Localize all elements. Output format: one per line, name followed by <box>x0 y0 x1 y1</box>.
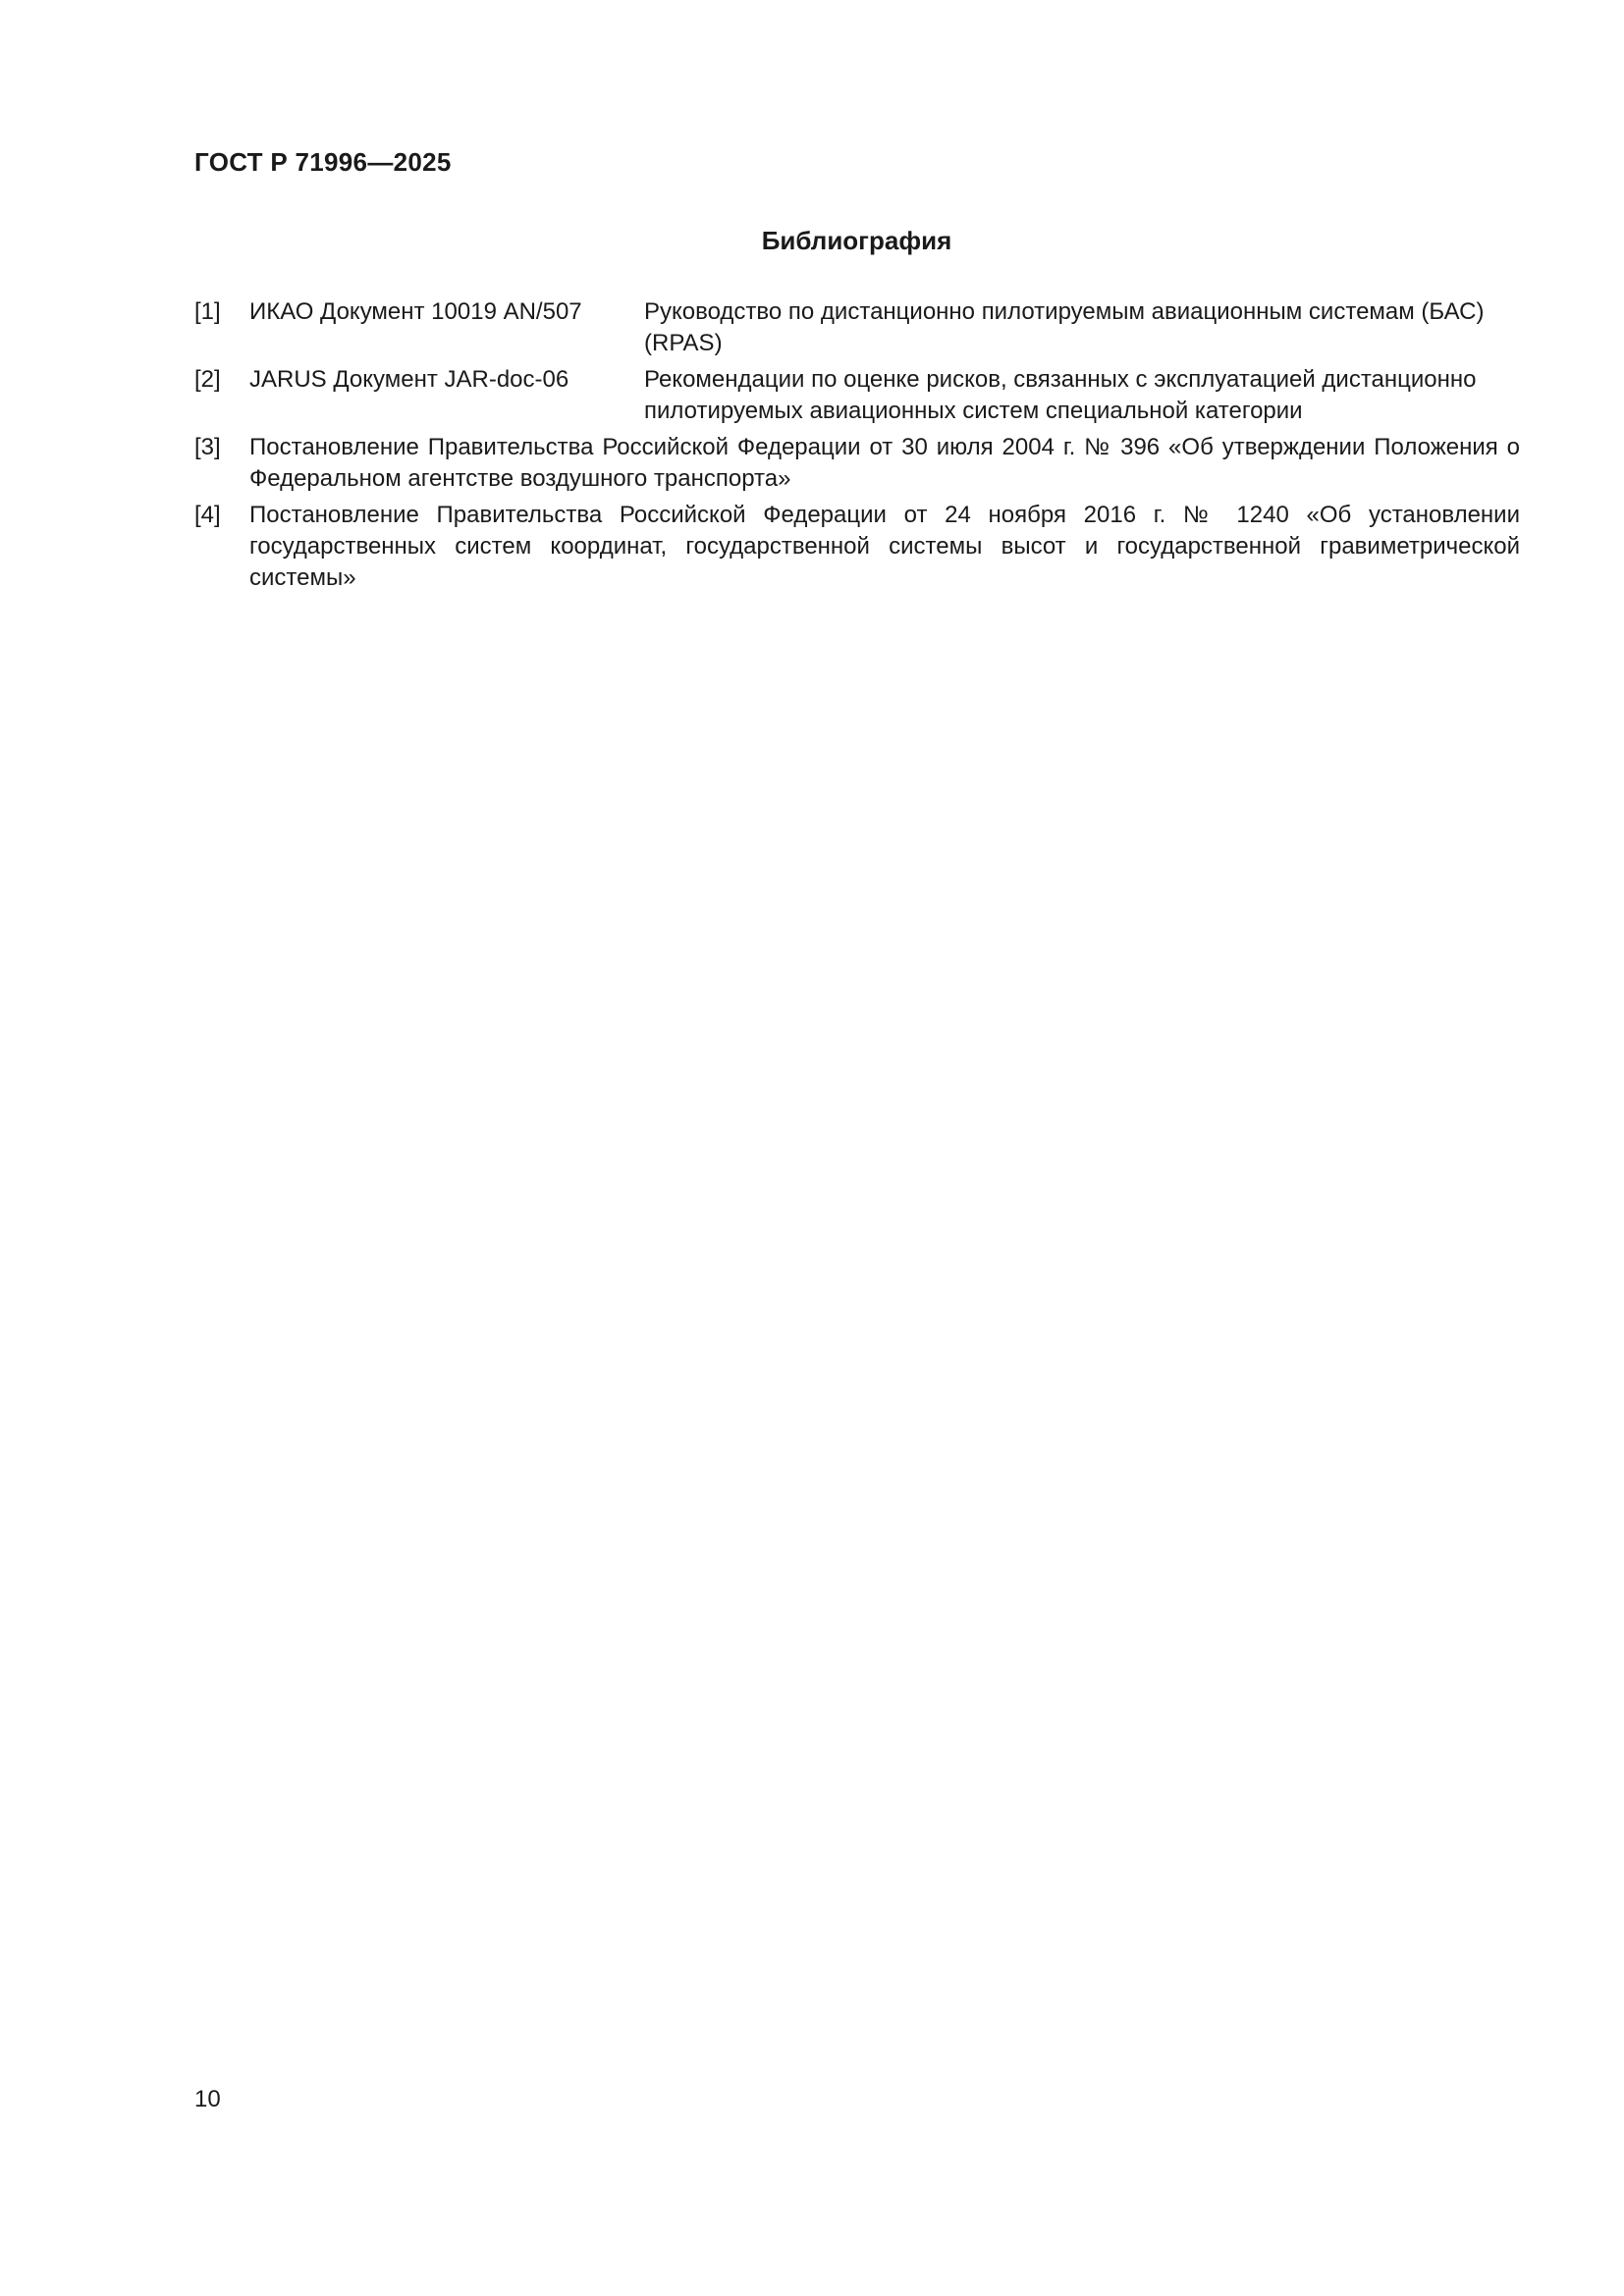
entry-description: Рекомендации по оценке рисков, связанных с эксплуатацией дистанционно пилотируемых авиационных систем специальной категории <box>644 366 1477 424</box>
entry-number: [3] <box>194 434 221 460</box>
bibliography-title: Библиография <box>761 226 952 255</box>
entry-number: [1] <box>194 298 221 325</box>
entry-source: ИКАО Документ 10019 AN/507 <box>249 298 582 325</box>
entry-description: Руководство по дистанционно пилотируемым авиационным системам (БАС) (RPAS) <box>644 298 1485 356</box>
bibliography-list <box>194 296 1520 599</box>
bibliography-entry <box>194 500 1520 594</box>
page-number: 10 <box>194 2086 221 2112</box>
entry-number: [2] <box>194 366 221 393</box>
bibliography-entry <box>194 432 1520 495</box>
entry-text: Постановление Правительства Российской Федерации от 30 июля 2004 г. № 396 «Об утверждении Положения о Федеральном агентстве воздушного транспорта» <box>249 434 1520 492</box>
entry-text: Постановление Правительства Российской Федерации от 24 ноября 2016 г. № 1240 «Об установлении государственных систем координат, государственной системы высот и государственной гравиметрической системы» <box>249 502 1520 591</box>
document-code: ГОСТ Р 71996—2025 <box>194 147 452 177</box>
bibliography-entry <box>194 296 1520 359</box>
entry-source: JARUS Документ JAR-doc-06 <box>249 366 569 393</box>
bibliography-entry <box>194 364 1520 427</box>
entry-number: [4] <box>194 502 221 528</box>
